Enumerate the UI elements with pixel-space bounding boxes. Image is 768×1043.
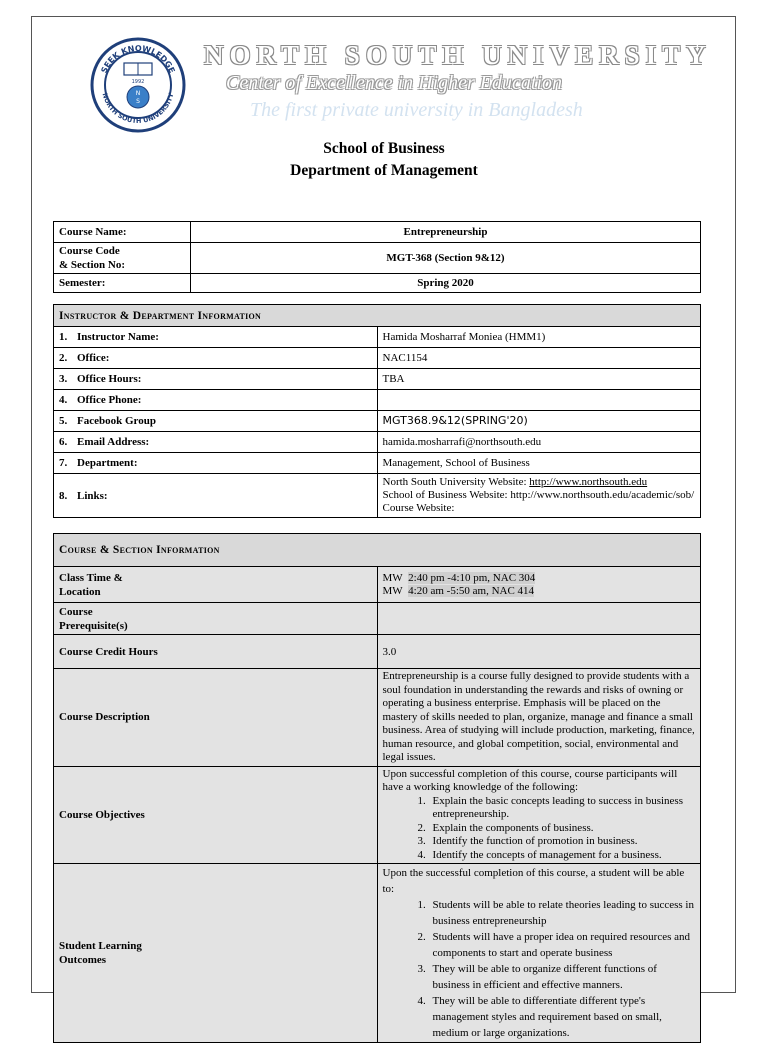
svg-text:NORTH SOUTH UNIVERSITY: NORTH SOUTH UNIVERSITY [100, 92, 176, 126]
learning-outcomes-label-line2: Outcomes [59, 954, 107, 966]
instructor-name-label [54, 327, 378, 348]
table-row [54, 603, 701, 635]
section-info-heading: Course & Section Information [54, 534, 701, 567]
class-time-line-1 [383, 572, 696, 585]
course-objectives-label: Course Objectives [54, 766, 378, 864]
office-phone-value [377, 390, 701, 411]
instructor-name-value: Hamida Mosharraf Moniea (HMM1) [377, 327, 701, 348]
department-value: Management, School of Business [377, 453, 701, 474]
university-motto: The first private university in Bangladesh [250, 99, 583, 121]
table-row [54, 348, 701, 369]
prerequisite-value [377, 603, 701, 635]
row-number: 6. [59, 436, 68, 448]
label-text: Department: [77, 457, 138, 469]
label-text: Instructor Name: [77, 331, 159, 343]
office-label [54, 348, 378, 369]
table-row [54, 766, 701, 864]
course-objectives-value [377, 766, 701, 864]
course-code-label-line1: Course Code [59, 245, 120, 257]
row-number: 4. [59, 394, 68, 406]
svg-text:SEEK KNOWLEDGE: SEEK KNOWLEDGE [99, 43, 177, 75]
office-hours-label [54, 369, 378, 390]
list-item: 4. They will be able to differentiate different type's management styles and requirement based on small, medium or large organizations. [429, 993, 696, 1041]
class-day: MW [382, 571, 403, 584]
svg-text:N: N [135, 90, 141, 97]
university-tagline: Center of Excellence in Higher Education [226, 72, 563, 94]
course-section-table [53, 533, 701, 1043]
svg-text:1992: 1992 [131, 79, 145, 85]
row-number: 1. [59, 331, 68, 343]
learning-outcomes-label [54, 864, 378, 1043]
department-name: Department of Management [290, 162, 478, 179]
label-text: Office: [77, 352, 110, 364]
course-code-label [54, 243, 191, 274]
table-row [54, 274, 701, 293]
label-text: Office Hours: [77, 373, 142, 385]
table-row [54, 567, 701, 603]
facebook-group-value: MGT368.9&12(SPRING'20) [377, 411, 701, 432]
course-name-value: Entrepreneurship [191, 222, 701, 243]
label-text: Office Phone: [77, 394, 142, 406]
table-row [54, 390, 701, 411]
table-row [54, 635, 701, 669]
university-name: NORTH SOUTH UNIVERSITY [204, 40, 712, 70]
row-number: 2. [59, 352, 68, 364]
table-row [54, 305, 701, 327]
label-text: Links: [77, 489, 108, 502]
table-row [54, 669, 701, 767]
table-row [54, 411, 701, 432]
links-label [54, 474, 378, 518]
credit-hours-label: Course Credit Hours [54, 635, 378, 669]
course-description-value: Entrepreneurship is a course fully designed to provide students with a soul foundation in understanding the rewards and risks of owning or operating a business enterprise. Emphasis will be placed on the mastery of skills needed to plan, organize, manage and finance a small business. Area of studying will include production, marketing, finance, human resource, and global competition, social, environmental and legal issues. [377, 669, 701, 767]
class-day: MW [382, 584, 403, 597]
table-row [54, 534, 701, 567]
table-row [54, 432, 701, 453]
row-number: 3. [59, 373, 68, 385]
email-value[interactable]: hamida.mosharrafi@northsouth.edu [377, 432, 701, 453]
learning-outcomes-value [377, 864, 701, 1043]
instructor-section-heading: Instructor & Department Information [54, 305, 701, 327]
label-text: Facebook Group [77, 415, 156, 427]
department-label [54, 453, 378, 474]
label-text: Email Address: [77, 436, 150, 448]
learning-outcomes-label-line1: Student Learning [59, 940, 142, 952]
course-code-value: MGT-368 (Section 9&12) [191, 243, 701, 274]
list-item: 1. Students will be able to relate theories leading to success in business entrepreneurship [429, 897, 696, 929]
table-row [54, 453, 701, 474]
credit-hours-value: 3.0 [377, 635, 701, 669]
course-description-label: Course Description [54, 669, 378, 767]
course-info-table [53, 221, 701, 293]
prerequisite-label-line1: Course [59, 605, 93, 618]
table-row [54, 243, 701, 274]
objectives-list [383, 795, 696, 863]
outcomes-list [383, 897, 696, 1041]
class-time-label [54, 567, 378, 603]
class-time-detail: 2:40 pm -4:10 pm, NAC 304 [408, 571, 536, 584]
class-time-line-2 [383, 585, 696, 598]
links-value [377, 474, 701, 518]
university-seal-logo [90, 37, 186, 133]
nsu-website-line [383, 476, 696, 489]
course-name-label: Course Name: [54, 222, 191, 243]
sob-website-line[interactable]: School of Business Website: http://www.northsouth.edu/academic/sob/ [382, 489, 695, 501]
office-value: NAC1154 [377, 348, 701, 369]
school-name: School of Business [323, 140, 445, 157]
row-number: 7. [59, 457, 68, 469]
table-row [54, 864, 701, 1043]
row-number: 5. [59, 415, 68, 427]
list-item: 3. Identify the function of promotion in business. [429, 835, 696, 849]
nsu-website-link[interactable]: http://www.northsouth.edu [529, 476, 648, 488]
outcomes-intro: Upon the successful completion of this course, a student will be able to: [382, 867, 685, 895]
semester-value: Spring 2020 [191, 274, 701, 293]
table-row [54, 327, 701, 348]
list-item: 1. Explain the basic concepts leading to success in business entrepreneurship. [429, 795, 696, 822]
course-website-line: Course Website: [382, 502, 455, 514]
class-time-label-line1: Class Time & [59, 571, 123, 584]
list-item: 3. They will be able to organize different functions of business in efficient and effective manners. [429, 961, 696, 993]
office-hours-value: TBA [377, 369, 701, 390]
email-label [54, 432, 378, 453]
class-time-detail: 4:20 am -5:50 am, NAC 414 [408, 584, 535, 597]
office-phone-label [54, 390, 378, 411]
course-code-label-line2: & Section No: [59, 259, 125, 271]
list-item: 4. Identify the concepts of management for a business. [429, 849, 696, 863]
prerequisite-label-line2: Prerequisite(s) [59, 619, 128, 632]
table-row [54, 222, 701, 243]
svg-text:S: S [136, 98, 140, 105]
class-time-label-line2: Location [59, 585, 101, 598]
school-title-block [0, 138, 768, 182]
semester-label: Semester: [54, 274, 191, 293]
table-row [54, 474, 701, 518]
row-number: 8. [59, 489, 68, 502]
nsu-website-prefix: North South University Website: [382, 476, 530, 488]
table-row [54, 369, 701, 390]
instructor-info-table [53, 304, 701, 518]
facebook-group-label [54, 411, 378, 432]
prerequisite-label [54, 603, 378, 635]
class-time-value [377, 567, 701, 603]
objectives-intro: Upon successful completion of this course, course participants will have a working knowledge of the following: [382, 767, 678, 793]
list-item: 2. Explain the components of business. [429, 822, 696, 836]
list-item: 2. Students will have a proper idea on required resources and components to start and operate business [429, 929, 696, 961]
